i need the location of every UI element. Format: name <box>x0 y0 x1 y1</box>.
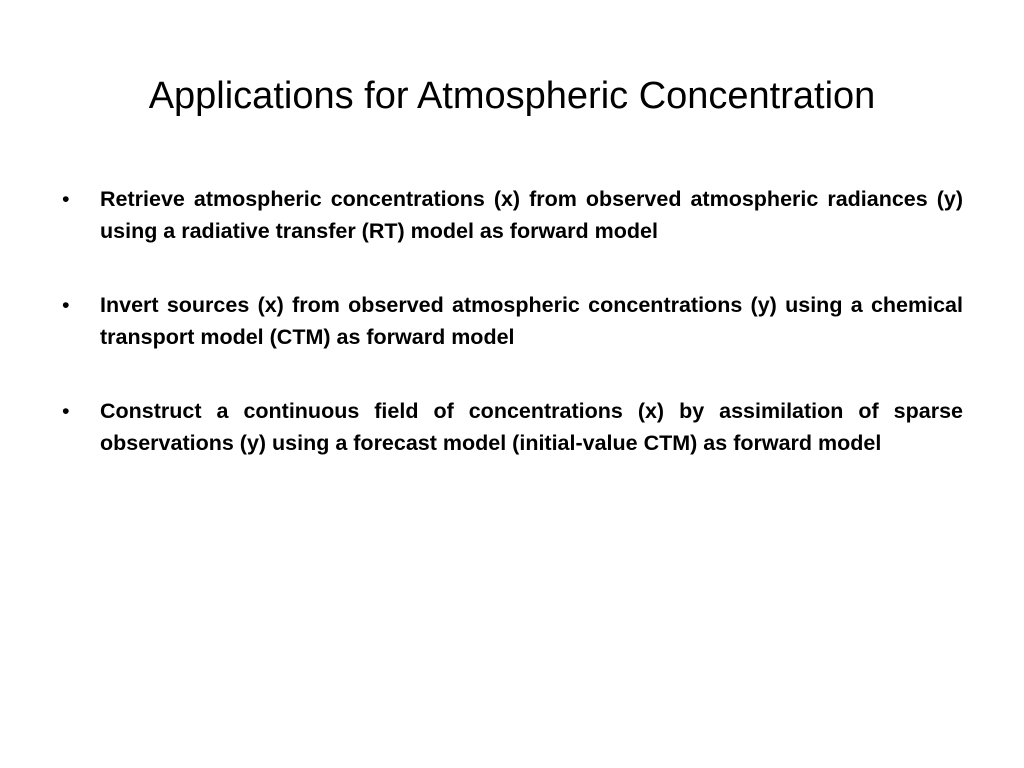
bullet-text: Invert sources (x) from observed atmospheric concentrations (y) using a chemical transport model (CTM) as forward model <box>100 293 963 349</box>
slide-title: Applications for Atmospheric Concentration <box>148 75 876 117</box>
bullet-icon: • <box>62 399 70 423</box>
bullet-text: Retrieve atmospheric concentrations (x) from observed atmospheric radiances (y) using a radiative transfer (RT) model as forward model <box>100 187 963 243</box>
bullet-text: Construct a continuous field of concentrations (x) by assimilation of sparse observations (y) using a forecast model (initial-value CTM) as forward model <box>100 399 963 455</box>
bullet-item <box>62 289 963 353</box>
bullet-icon: • <box>62 187 70 211</box>
bullet-item <box>62 183 963 247</box>
bullet-item <box>62 395 963 459</box>
bullet-list <box>62 183 963 501</box>
bullet-icon: • <box>62 293 70 317</box>
